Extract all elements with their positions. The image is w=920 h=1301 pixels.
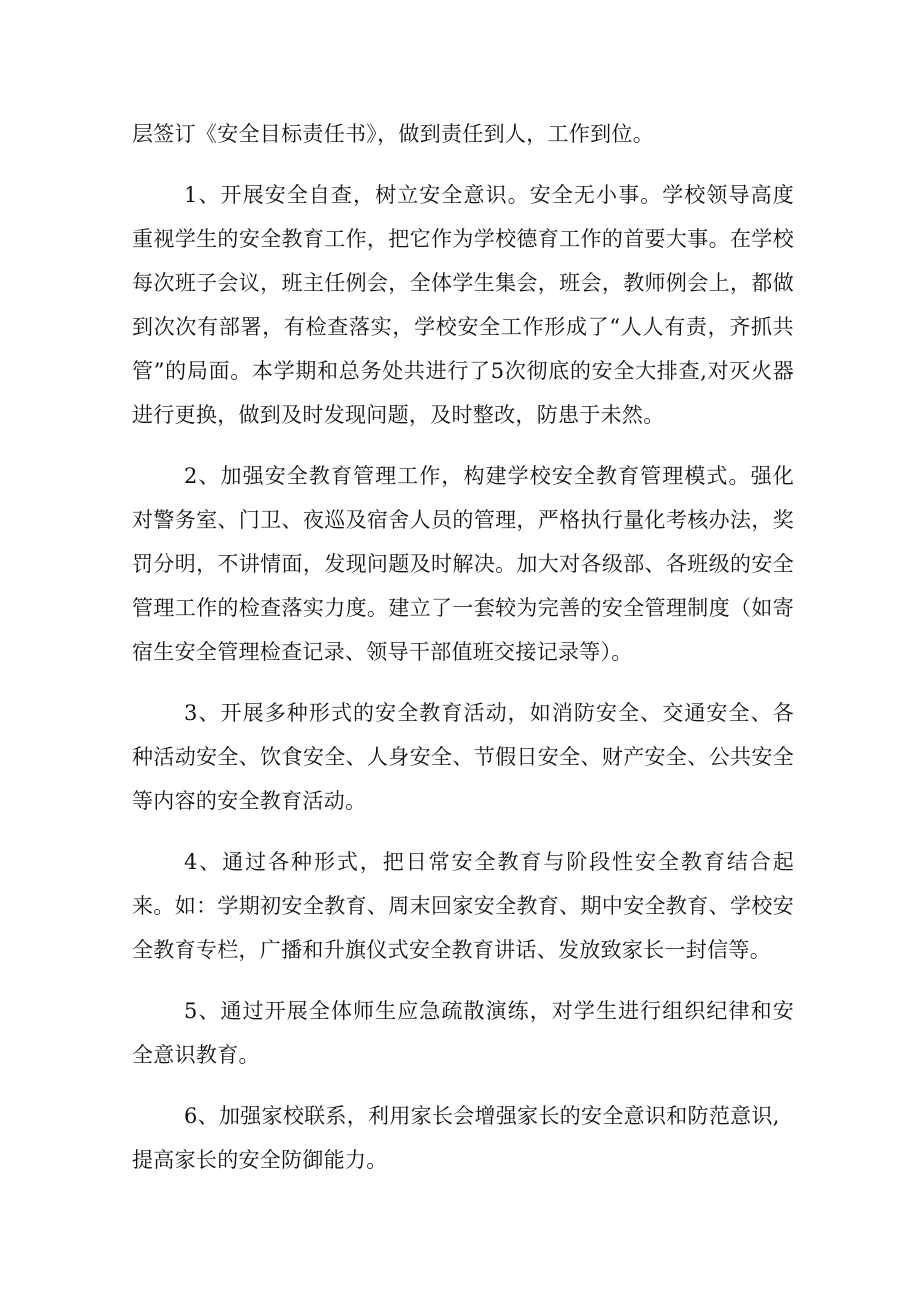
document-body bbox=[132, 112, 794, 1199]
paragraph-item-5: 5、通过开展全体师生应急疏散演练，对学生进行组织纪律和安全意识教育。 bbox=[132, 999, 794, 1067]
paragraph-continuation: 层签订《安全目标责任书》，做到责任到人，工作到位。 bbox=[132, 122, 654, 146]
paragraph-item-6: 6、加强家校联系，利用家长会增强家长的安全意识和防范意识,提高家长的安全防御能力。 bbox=[132, 1104, 780, 1172]
paragraph-item-3: 3、开展多种形式的安全教育活动，如消防安全、交通安全、各种活动安全、饮食安全、人身安全、节假日安全、财产安全、公共安全等内容的安全教育活动。 bbox=[132, 701, 794, 813]
paragraph-item-2: 2、加强安全教育管理工作，构建学校安全教育管理模式。强化对警务室、门卫、夜巡及宿舍人员的管理，严格执行量化考核办法，奖罚分明，不讲情面，发现问题及时解决。加大对各级部、各班级的安全管理工作的检查落实力度。建立了一套较为完善的安全管理制度（如寄宿生安全管理检查记录、领导干部值班交接记录等）。 bbox=[132, 464, 794, 664]
paragraph-item-4: 4、通过各种形式，把日常安全教育与阶段性安全教育结合起来。如：学期初安全教育、周末回家安全教育、期中安全教育、学校安全教育专栏，广播和升旗仪式安全教育讲话、发放致家长一封信等。 bbox=[132, 850, 794, 962]
paragraph-item-1: 1、开展安全自查，树立安全意识。安全无小事。学校领导高度重视学生的安全教育工作，把它作为学校德育工作的首要大事。在学校每次班子会议，班主任例会，全体学生集会，班会，教师例会上，都做到次次有部署，有检查落实，学校安全工作形成了“人人有责，齐抓共管”的局面。本学期和总务处共进行了5次彻底的安全大排查,对灭火器进行更换，做到及时发现问题，及时整改，防患于未然。 bbox=[132, 183, 794, 427]
